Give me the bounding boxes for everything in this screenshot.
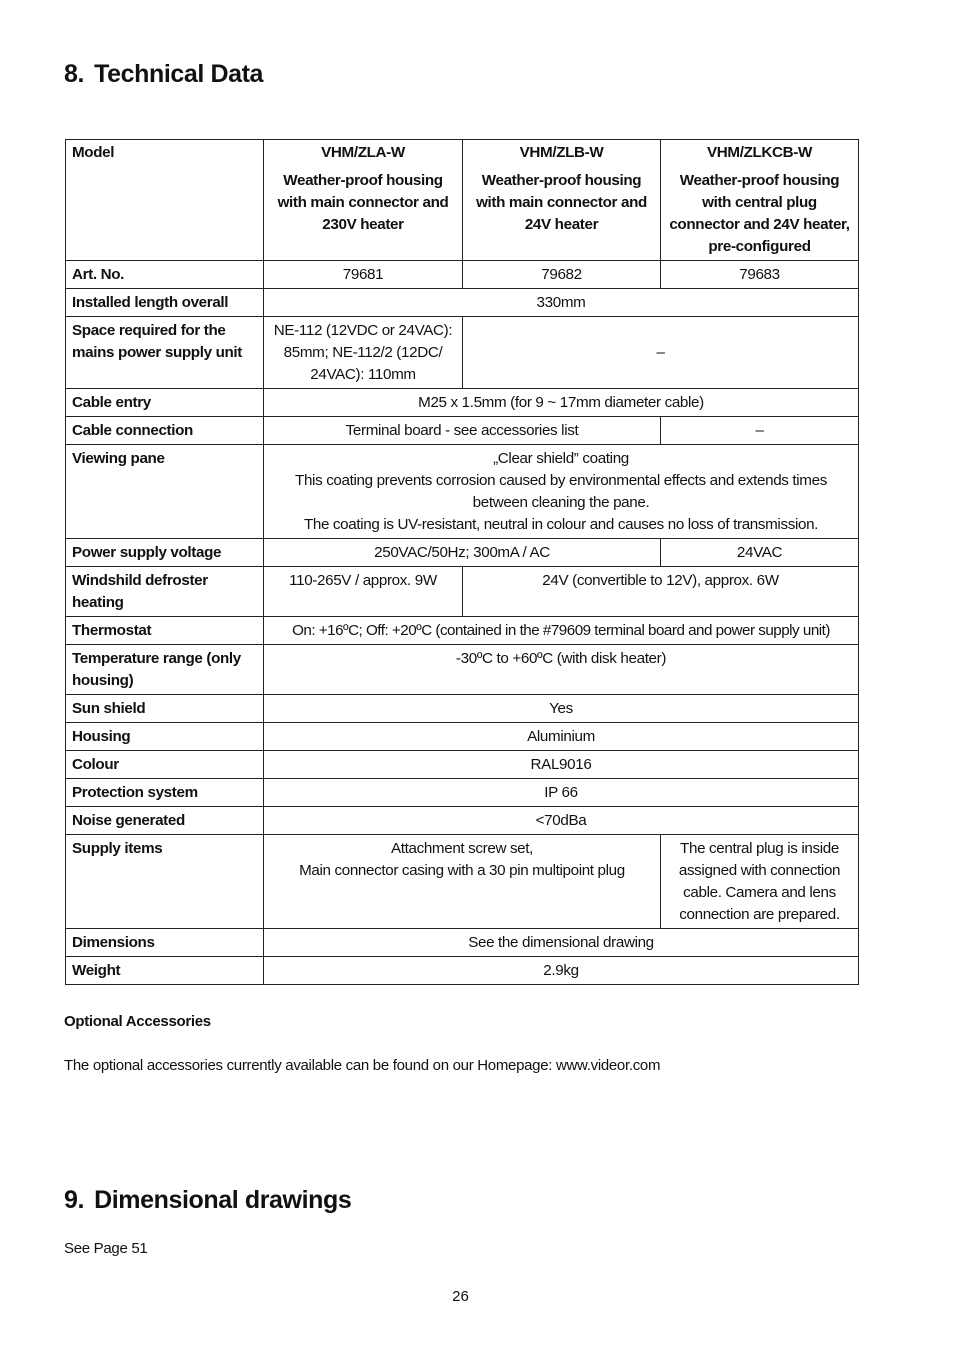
row-label: Model <box>66 140 264 261</box>
row-label: Cable entry <box>66 389 264 417</box>
row-label: Dimensions <box>66 929 264 957</box>
table-row-temperature <box>66 645 859 695</box>
table-cell: See the dimensional drawing <box>264 929 859 957</box>
model-cell <box>264 140 463 261</box>
optional-accessories-text: The optional accessories currently available can be found on our Homepage: www.videor.com <box>64 1057 661 1074</box>
row-label: Sun shield <box>66 695 264 723</box>
supply-line: Main connector casing with a 30 pin multipoint plug <box>299 862 625 879</box>
row-label: Supply items <box>66 835 264 929</box>
table-row-noise <box>66 807 859 835</box>
model-description: Weather-proof housing with main connector and 230V heater <box>277 172 449 233</box>
table-row-space <box>66 317 859 389</box>
table-cell: The central plug is inside assigned with connection cable. Camera and lens connection are prepared. <box>661 835 859 929</box>
table-cell: Terminal board - see accessories list <box>264 417 661 445</box>
row-label: Windshild defroster heating <box>66 567 264 617</box>
row-label: Art. No. <box>66 261 264 289</box>
table-cell: 250VAC/50Hz; 300mA / AC <box>264 539 661 567</box>
table-row-sun-shield <box>66 695 859 723</box>
table-row-colour <box>66 751 859 779</box>
see-page-text: See Page 51 <box>64 1240 148 1257</box>
table-cell: IP 66 <box>264 779 859 807</box>
row-label: Protection system <box>66 779 264 807</box>
section-9-title: Dimensional drawings <box>94 1186 352 1214</box>
row-label: Weight <box>66 957 264 985</box>
model-code: VHM/ZLKCB-W <box>707 144 812 161</box>
row-label: Temperature range (only housing) <box>66 645 264 695</box>
table-cell: RAL9016 <box>264 751 859 779</box>
table-cell: – <box>661 417 859 445</box>
row-label: Cable connection <box>66 417 264 445</box>
technical-data-table <box>65 139 859 985</box>
table-row-model <box>66 140 859 261</box>
table-row-cable-connection <box>66 417 859 445</box>
table-row-dimensions <box>66 929 859 957</box>
row-label: Power supply voltage <box>66 539 264 567</box>
viewing-line: The coating is UV-resistant, neutral in colour and causes no loss of transmission. <box>303 516 819 533</box>
row-label: Installed length overall <box>66 289 264 317</box>
table-cell <box>264 445 859 539</box>
table-row-length <box>66 289 859 317</box>
supply-line: Attachment screw set, <box>390 840 534 857</box>
model-cell <box>463 140 661 261</box>
table-row-thermostat <box>66 617 859 645</box>
table-row-power-supply <box>66 539 859 567</box>
table-row-cable-entry <box>66 389 859 417</box>
table-cell: M25 x 1.5mm (for 9 ~ 17mm diameter cable) <box>264 389 859 417</box>
viewing-line: This coating prevents corrosion caused by environmental effects and extends times between cleaning the pane. <box>295 472 827 511</box>
table-cell: NE-112 (12VDC or 24VAC): 85mm; NE-112/2 (12DC/ 24VAC): 110mm <box>264 317 463 389</box>
model-cell <box>661 140 859 261</box>
table-cell: Aluminium <box>264 723 859 751</box>
table-row-art-no <box>66 261 859 289</box>
row-label: Space required for the mains power supply unit <box>66 317 264 389</box>
table-cell: 79682 <box>463 261 661 289</box>
table-row-housing <box>66 723 859 751</box>
table-cell: Yes <box>264 695 859 723</box>
row-label: Housing <box>66 723 264 751</box>
model-code: VHM/ZLA-W <box>321 144 405 161</box>
section-8-title: Technical Data <box>94 60 264 88</box>
table-row-defroster <box>66 567 859 617</box>
row-label: Thermostat <box>66 617 264 645</box>
table-row-protection <box>66 779 859 807</box>
viewing-line: „Clear shield” coating <box>493 450 629 467</box>
table-cell: 79683 <box>661 261 859 289</box>
model-description: Weather-proof housing with central plug connector and 24V heater, pre-configured <box>669 172 850 255</box>
section-9-number: 9. <box>64 1186 85 1214</box>
table-cell: 2.9kg <box>264 957 859 985</box>
row-label: Noise generated <box>66 807 264 835</box>
table-row-viewing-pane <box>66 445 859 539</box>
model-code: VHM/ZLB-W <box>519 144 604 161</box>
section-8-number: 8. <box>64 60 85 88</box>
table-cell: -30ºC to +60ºC (with disk heater) <box>264 645 859 695</box>
model-description: Weather-proof housing with main connector and 24V heater <box>476 172 647 233</box>
table-cell: 79681 <box>264 261 463 289</box>
table-cell: On: +16ºC; Off: +20ºC (contained in the #79609 terminal board and power supply unit) <box>264 617 859 645</box>
row-label: Colour <box>66 751 264 779</box>
table-cell: <70dBa <box>264 807 859 835</box>
section-9-heading <box>64 1186 351 1215</box>
section-8-heading <box>64 60 263 89</box>
table-cell: 24VAC <box>661 539 859 567</box>
table-cell: 110-265V / approx. 9W <box>264 567 463 617</box>
row-label: Viewing pane <box>66 445 264 539</box>
table-cell <box>264 835 661 929</box>
table-row-weight <box>66 957 859 985</box>
optional-accessories-heading: Optional Accessories <box>64 1013 211 1030</box>
table-cell: – <box>463 317 859 389</box>
table-row-supply-items <box>66 835 859 929</box>
page-number: 26 <box>452 1288 469 1305</box>
table-cell: 330mm <box>264 289 859 317</box>
table-cell: 24V (convertible to 12V), approx. 6W <box>463 567 859 617</box>
